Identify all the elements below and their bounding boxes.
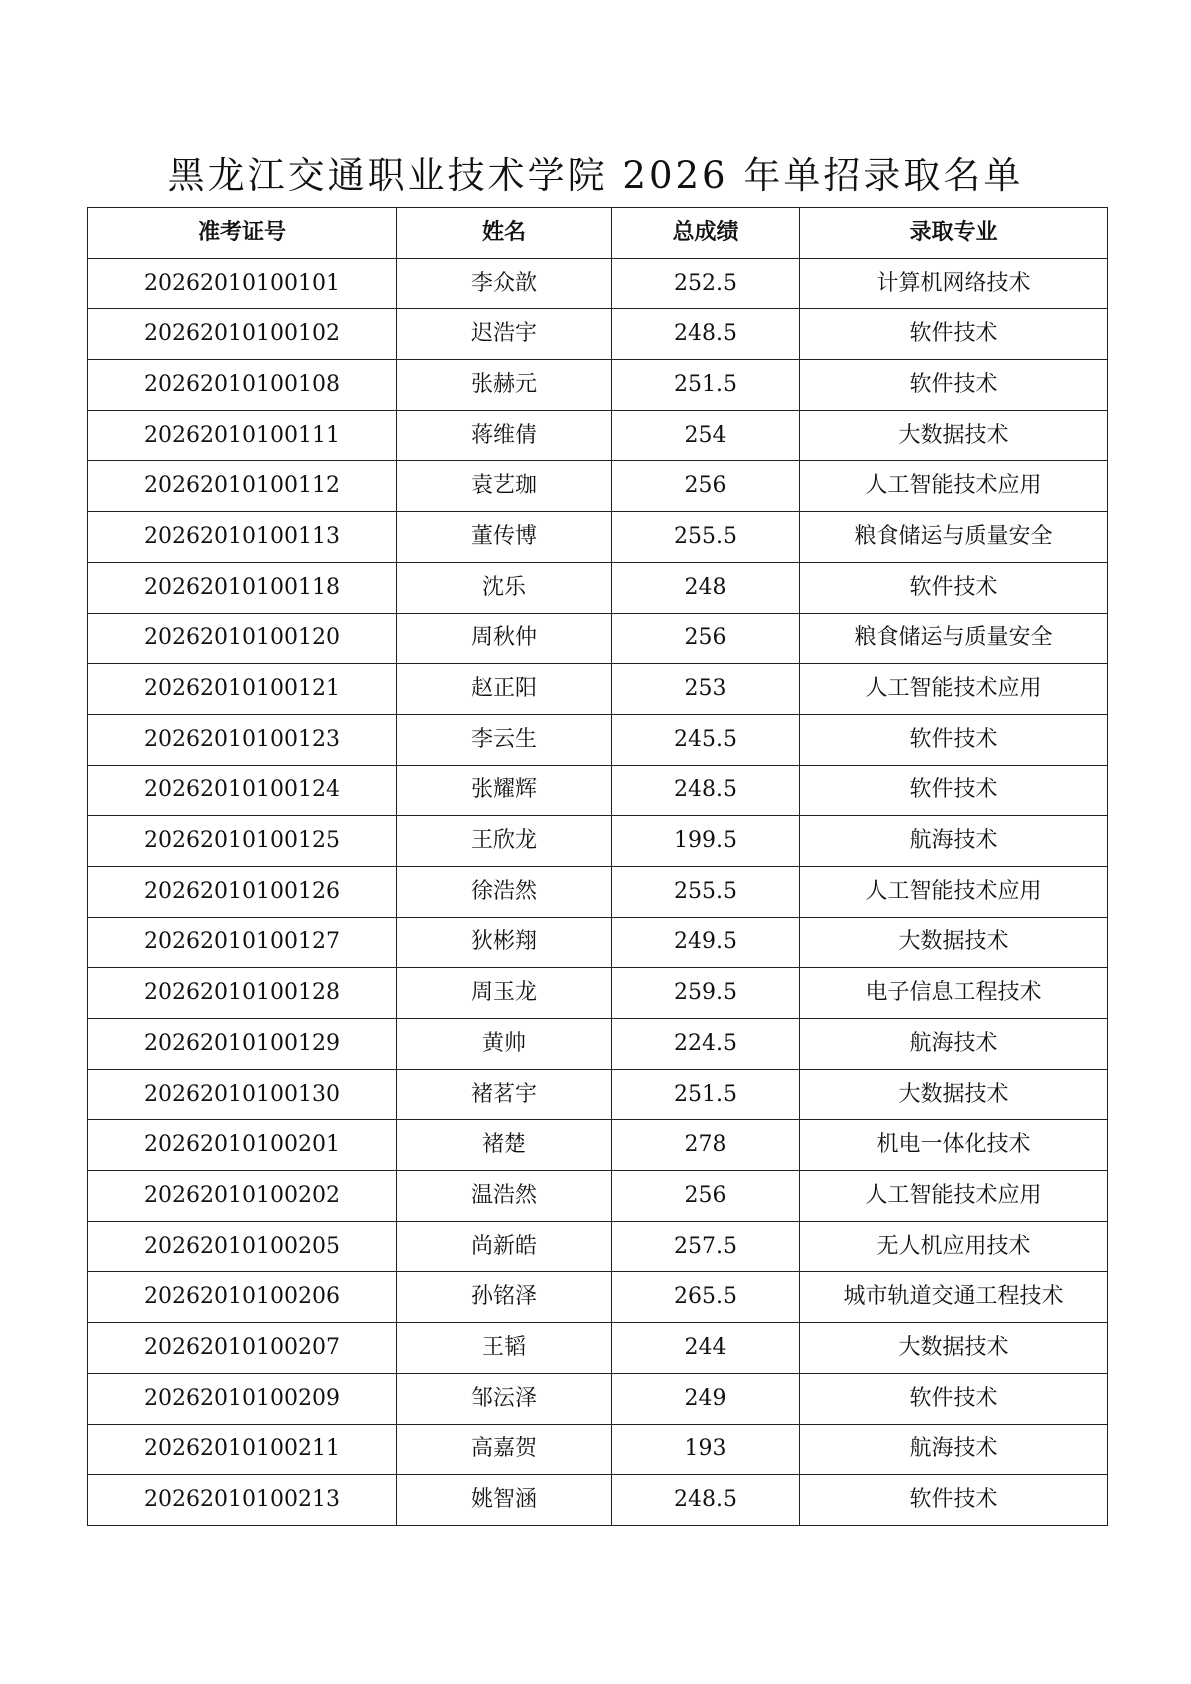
header-major: 录取专业 — [800, 208, 1108, 259]
total-score-cell: 244 — [612, 1323, 800, 1374]
major-cell: 人工智能技术应用 — [800, 461, 1108, 512]
exam-number-cell: 20262010100123 — [88, 714, 397, 765]
exam-number-cell: 20262010100124 — [88, 765, 397, 816]
major-cell: 大数据技术 — [800, 917, 1108, 968]
major-cell: 软件技术 — [800, 714, 1108, 765]
name-cell: 周玉龙 — [397, 968, 612, 1019]
name-cell: 迟浩宇 — [397, 309, 612, 360]
exam-number-cell: 20262010100205 — [88, 1221, 397, 1272]
name-cell: 李众歆 — [397, 258, 612, 309]
table-row — [88, 714, 1108, 765]
total-score-cell: 253 — [612, 664, 800, 715]
name-cell: 王韬 — [397, 1323, 612, 1374]
table-body — [88, 258, 1108, 1525]
table-row — [88, 360, 1108, 411]
major-cell: 人工智能技术应用 — [800, 664, 1108, 715]
major-cell: 航海技术 — [800, 816, 1108, 867]
total-score-cell: 255.5 — [612, 512, 800, 563]
name-cell: 王欣龙 — [397, 816, 612, 867]
table-row — [88, 1120, 1108, 1171]
major-cell: 粮食储运与质量安全 — [800, 512, 1108, 563]
exam-number-cell: 20262010100129 — [88, 1019, 397, 1070]
name-cell: 张耀辉 — [397, 765, 612, 816]
exam-number-cell: 20262010100213 — [88, 1475, 397, 1526]
name-cell: 沈乐 — [397, 562, 612, 613]
name-cell: 邹沄泽 — [397, 1373, 612, 1424]
table-row — [88, 866, 1108, 917]
name-cell: 李云生 — [397, 714, 612, 765]
name-cell: 董传博 — [397, 512, 612, 563]
total-score-cell: 255.5 — [612, 866, 800, 917]
table-row — [88, 1221, 1108, 1272]
major-cell: 软件技术 — [800, 309, 1108, 360]
major-cell: 航海技术 — [800, 1424, 1108, 1475]
total-score-cell: 251.5 — [612, 1069, 800, 1120]
table-row — [88, 1475, 1108, 1526]
name-cell: 褚茗宇 — [397, 1069, 612, 1120]
total-score-cell: 248.5 — [612, 1475, 800, 1526]
major-cell: 人工智能技术应用 — [800, 866, 1108, 917]
table-row — [88, 461, 1108, 512]
total-score-cell: 224.5 — [612, 1019, 800, 1070]
name-cell: 张赫元 — [397, 360, 612, 411]
exam-number-cell: 20262010100206 — [88, 1272, 397, 1323]
total-score-cell: 256 — [612, 461, 800, 512]
major-cell: 大数据技术 — [800, 1323, 1108, 1374]
exam-number-cell: 20262010100126 — [88, 866, 397, 917]
major-cell: 软件技术 — [800, 765, 1108, 816]
major-cell: 大数据技术 — [800, 410, 1108, 461]
total-score-cell: 257.5 — [612, 1221, 800, 1272]
name-cell: 徐浩然 — [397, 866, 612, 917]
exam-number-cell: 20262010100207 — [88, 1323, 397, 1374]
table-row — [88, 1171, 1108, 1222]
exam-number-cell: 20262010100113 — [88, 512, 397, 563]
table-row — [88, 1373, 1108, 1424]
exam-number-cell: 20262010100102 — [88, 309, 397, 360]
exam-number-cell: 20262010100125 — [88, 816, 397, 867]
header-name: 姓名 — [397, 208, 612, 259]
table-row — [88, 1272, 1108, 1323]
major-cell: 无人机应用技术 — [800, 1221, 1108, 1272]
table-row — [88, 917, 1108, 968]
name-cell: 孙铭泽 — [397, 1272, 612, 1323]
major-cell: 软件技术 — [800, 1475, 1108, 1526]
total-score-cell: 199.5 — [612, 816, 800, 867]
name-cell: 温浩然 — [397, 1171, 612, 1222]
table-row — [88, 258, 1108, 309]
name-cell: 尚新皓 — [397, 1221, 612, 1272]
total-score-cell: 254 — [612, 410, 800, 461]
exam-number-cell: 20262010100128 — [88, 968, 397, 1019]
major-cell: 城市轨道交通工程技术 — [800, 1272, 1108, 1323]
major-cell: 航海技术 — [800, 1019, 1108, 1070]
exam-number-cell: 20262010100112 — [88, 461, 397, 512]
major-cell: 计算机网络技术 — [800, 258, 1108, 309]
exam-number-cell: 20262010100127 — [88, 917, 397, 968]
total-score-cell: 278 — [612, 1120, 800, 1171]
header-exam-number: 准考证号 — [88, 208, 397, 259]
exam-number-cell: 20262010100130 — [88, 1069, 397, 1120]
name-cell: 赵正阳 — [397, 664, 612, 715]
total-score-cell: 252.5 — [612, 258, 800, 309]
total-score-cell: 251.5 — [612, 360, 800, 411]
page-title: 黑龙江交通职业技术学院 2026 年单招录取名单 — [167, 154, 1024, 197]
name-cell: 蒋维倩 — [397, 410, 612, 461]
exam-number-cell: 20262010100118 — [88, 562, 397, 613]
major-cell: 粮食储运与质量安全 — [800, 613, 1108, 664]
table-row — [88, 816, 1108, 867]
total-score-cell: 248.5 — [612, 309, 800, 360]
total-score-cell: 256 — [612, 613, 800, 664]
major-cell: 电子信息工程技术 — [800, 968, 1108, 1019]
major-cell: 大数据技术 — [800, 1069, 1108, 1120]
major-cell: 人工智能技术应用 — [800, 1171, 1108, 1222]
name-cell: 姚智涵 — [397, 1475, 612, 1526]
exam-number-cell: 20262010100121 — [88, 664, 397, 715]
exam-number-cell: 20262010100101 — [88, 258, 397, 309]
table-row — [88, 1323, 1108, 1374]
total-score-cell: 193 — [612, 1424, 800, 1475]
exam-number-cell: 20262010100201 — [88, 1120, 397, 1171]
major-cell: 机电一体化技术 — [800, 1120, 1108, 1171]
major-cell: 软件技术 — [800, 1373, 1108, 1424]
total-score-cell: 245.5 — [612, 714, 800, 765]
table-row — [88, 1019, 1108, 1070]
major-cell: 软件技术 — [800, 562, 1108, 613]
table-row — [88, 1069, 1108, 1120]
name-cell: 高嘉贺 — [397, 1424, 612, 1475]
table-row — [88, 512, 1108, 563]
exam-number-cell: 20262010100209 — [88, 1373, 397, 1424]
name-cell: 黄帅 — [397, 1019, 612, 1070]
total-score-cell: 265.5 — [612, 1272, 800, 1323]
table-row — [88, 1424, 1108, 1475]
header-row — [88, 208, 1108, 259]
exam-number-cell: 20262010100108 — [88, 360, 397, 411]
name-cell: 褚楚 — [397, 1120, 612, 1171]
exam-number-cell: 20262010100120 — [88, 613, 397, 664]
table-row — [88, 309, 1108, 360]
table-row — [88, 765, 1108, 816]
exam-number-cell: 20262010100111 — [88, 410, 397, 461]
header-total-score: 总成绩 — [612, 208, 800, 259]
total-score-cell: 249 — [612, 1373, 800, 1424]
name-cell: 袁艺珈 — [397, 461, 612, 512]
name-cell: 周秋仲 — [397, 613, 612, 664]
exam-number-cell: 20262010100202 — [88, 1171, 397, 1222]
table-row — [88, 613, 1108, 664]
total-score-cell: 248 — [612, 562, 800, 613]
total-score-cell: 248.5 — [612, 765, 800, 816]
table-header — [88, 208, 1108, 259]
name-cell: 狄彬翔 — [397, 917, 612, 968]
table-row — [88, 968, 1108, 1019]
total-score-cell: 249.5 — [612, 917, 800, 968]
admission-table — [87, 207, 1108, 1526]
total-score-cell: 256 — [612, 1171, 800, 1222]
table-row — [88, 562, 1108, 613]
exam-number-cell: 20262010100211 — [88, 1424, 397, 1475]
table-row — [88, 410, 1108, 461]
table-row — [88, 664, 1108, 715]
major-cell: 软件技术 — [800, 360, 1108, 411]
total-score-cell: 259.5 — [612, 968, 800, 1019]
